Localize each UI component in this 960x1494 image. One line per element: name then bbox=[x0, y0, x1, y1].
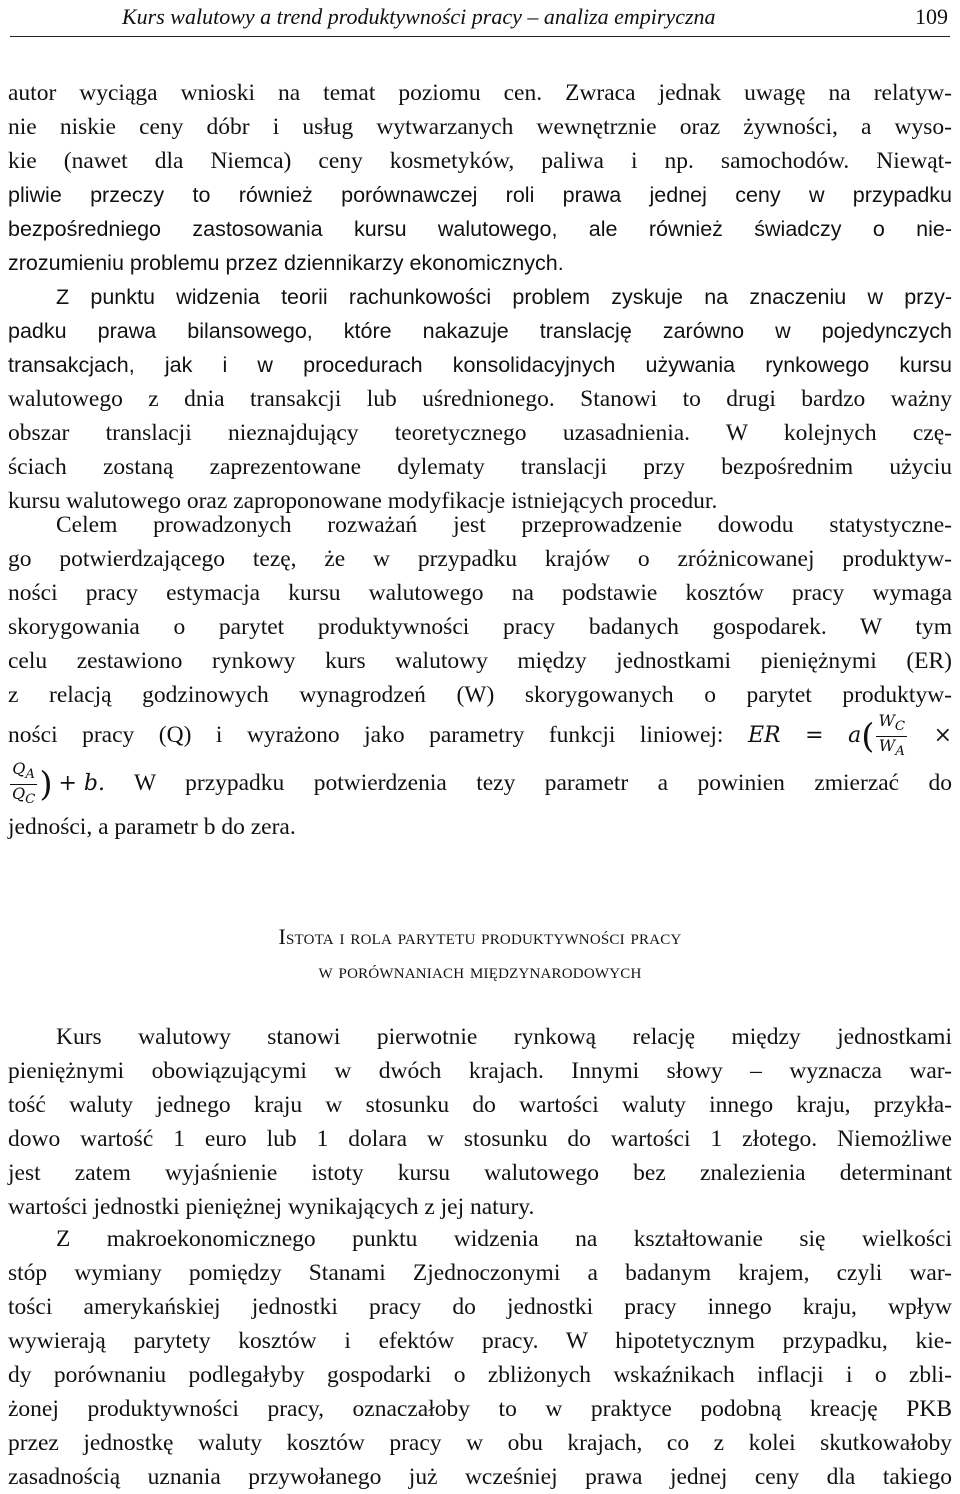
text-line: kie (nawet dla Niemca) ceny kosmetyków, paliwa i np. samochodów. Niewąt- bbox=[8, 148, 952, 174]
text-line: pieniężnymi obowiązującymi w dwóch krajach. Innymi słowy – wyznacza war- bbox=[8, 1058, 952, 1084]
paragraph-3 bbox=[8, 508, 952, 844]
formula-equals: = bbox=[805, 723, 824, 749]
fraction-numerator-qa: $Q_A$ bbox=[10, 760, 37, 785]
formula-line-2 bbox=[8, 756, 952, 810]
text-fragment: ności pracy (Q) i wyrażono jako parametry funkcji liniowej: bbox=[8, 722, 724, 749]
formula-er: ER bbox=[747, 723, 781, 749]
paragraph-4 bbox=[8, 1020, 952, 1224]
formula-close-paren: ) bbox=[39, 764, 53, 805]
text-line: Kurs walutowy stanowi pierwotnie rynkową relację między jednostkami bbox=[56, 1024, 952, 1050]
text-line: jedności, a parametr b do zera. bbox=[8, 814, 296, 840]
section-heading-line-1: Istota i rola parytetu produktywności pracy bbox=[278, 924, 682, 949]
text-line: pliwie przeczy to również porównawczej roli prawa jednej ceny w przypadku bbox=[8, 183, 952, 207]
text-line: zasadnością uznania przywołanego już wcześniej prawa jednej ceny dla takiego bbox=[8, 1464, 952, 1490]
paragraph-1 bbox=[8, 76, 952, 280]
text-line: Z punktu widzenia teorii rachunkowości problem zyskuje na znaczeniu w przy- bbox=[56, 285, 952, 309]
text-fragment: W przypadku potwierdzenia tezy parametr a powinien zmierzać do bbox=[133, 770, 952, 796]
formula-fraction-w bbox=[876, 712, 907, 761]
text-line: Celem prowadzonych rozważań jest przeprowadzenie dowodu statystyczne- bbox=[56, 512, 952, 538]
formula-open-paren: ( bbox=[861, 716, 875, 757]
text-line: dowo wartość 1 euro lub 1 dolara w stosunku do wartości 1 złotego. Niemożliwe bbox=[8, 1126, 952, 1152]
formula-plus-b: + b. bbox=[58, 771, 105, 796]
formula-a: a bbox=[848, 723, 862, 749]
text-line: celu zestawiono rynkowy kurs walutowy między jednostkami pieniężnymi (ER) bbox=[8, 648, 952, 674]
text-line: walutowego z dnia transakcji lub uśrednionego. Stanowi to drugi bardzo ważny bbox=[8, 386, 952, 412]
text-line: żonej produktywności pracy, oznaczałoby to w praktyce podobną kreację PKB bbox=[8, 1396, 952, 1422]
page-number: 109 bbox=[915, 4, 948, 29]
text-line: transakcjach, jak i w procedurach konsolidacyjnych używania rynkowego kursu bbox=[8, 353, 952, 377]
text-line: obszar translacji nieznajdujący teoretycznego uzasadnienia. W kolejnych czę- bbox=[8, 420, 952, 446]
fraction-denominator-wa: $W_A$ bbox=[878, 736, 905, 760]
text-line: skorygowania o parytet produktywności pracy badanych gospodarek. W tym bbox=[8, 614, 952, 640]
text-line: tość waluty jednego kraju w stosunku do wartości waluty innego kraju, przykła- bbox=[8, 1092, 952, 1118]
section-heading-line-2: w porównaniach międzynarodowych bbox=[318, 958, 642, 983]
formula-times: × bbox=[933, 723, 953, 749]
text-line: nie niskie ceny dóbr i usług wytwarzanych wewnętrznie oraz żywności, a wyso- bbox=[8, 114, 952, 140]
section-heading bbox=[0, 920, 960, 988]
text-line: Z makroekonomicznego punktu widzenia na kształtowanie się wielkości bbox=[56, 1226, 952, 1252]
paragraph-5 bbox=[8, 1222, 952, 1494]
text-line: tości amerykańskiej jednostki pracy do jednostki pracy innego kraju, wpływ bbox=[8, 1294, 952, 1320]
text-line: ności pracy estymacja kursu walutowego na podstawie kosztów pracy wymaga bbox=[8, 580, 952, 606]
text-line: wywierają parytety kosztów i efektów pracy. W hipotetycznym przypadku, kie- bbox=[8, 1328, 952, 1354]
paragraph-2 bbox=[8, 280, 952, 518]
text-line: go potwierdzającego tezę, że w przypadku krajów o zróżnicowanej produktyw- bbox=[8, 546, 952, 572]
text-line: stóp wymiany pomiędzy Stanami Zjednoczonymi a badanym krajem, czyli war- bbox=[8, 1260, 952, 1286]
formula-fraction-q bbox=[10, 760, 37, 809]
text-line: padku prawa bilansowego, które nakazuje translację zarówno w pojedynczych bbox=[8, 319, 952, 343]
text-line: ściach zostaną zaprezentowane dylematy translacji przy bezpośrednim użyciu bbox=[8, 454, 952, 480]
text-line: jest zatem wyjaśnienie istoty kursu walutowego bez znalezienia determinant bbox=[8, 1160, 952, 1186]
text-line: dy porównaniu podlegałyby gospodarki o zbliżonych wskaźnikach inflacji i o zbli- bbox=[8, 1362, 952, 1388]
running-header bbox=[10, 0, 950, 37]
text-line: autor wyciąga wnioski na temat poziomu cen. Zwraca jednak uwagę na relatyw- bbox=[8, 80, 952, 106]
fraction-denominator-qc: $Q_C$ bbox=[12, 784, 36, 808]
text-line: bezpośredniego zastosowania kursu walutowego, ale również świadczy o nie- bbox=[8, 217, 952, 241]
text-line: z relacją godzinowych wynagrodzeń (W) skorygowanych o parytet produktyw- bbox=[8, 682, 952, 708]
text-line: przez jednostkę waluty kosztów pracy w obu krajach, co z kolei skutkowałoby bbox=[8, 1430, 952, 1456]
text-line: zrozumieniu problemu przez dziennikarzy ekonomicznych. bbox=[8, 251, 564, 275]
formula-line-1 bbox=[8, 711, 953, 760]
text-line: wartości jednostki pieniężnej wynikających z jej natury. bbox=[8, 1194, 535, 1220]
running-title: Kurs walutowy a trend produktywności pracy – analiza empiryczna bbox=[122, 4, 716, 29]
text-line: kursu walutowego oraz zaproponowane modyfikacje istniejących procedur. bbox=[8, 488, 718, 514]
fraction-numerator-wc: $W_C$ bbox=[876, 712, 907, 737]
